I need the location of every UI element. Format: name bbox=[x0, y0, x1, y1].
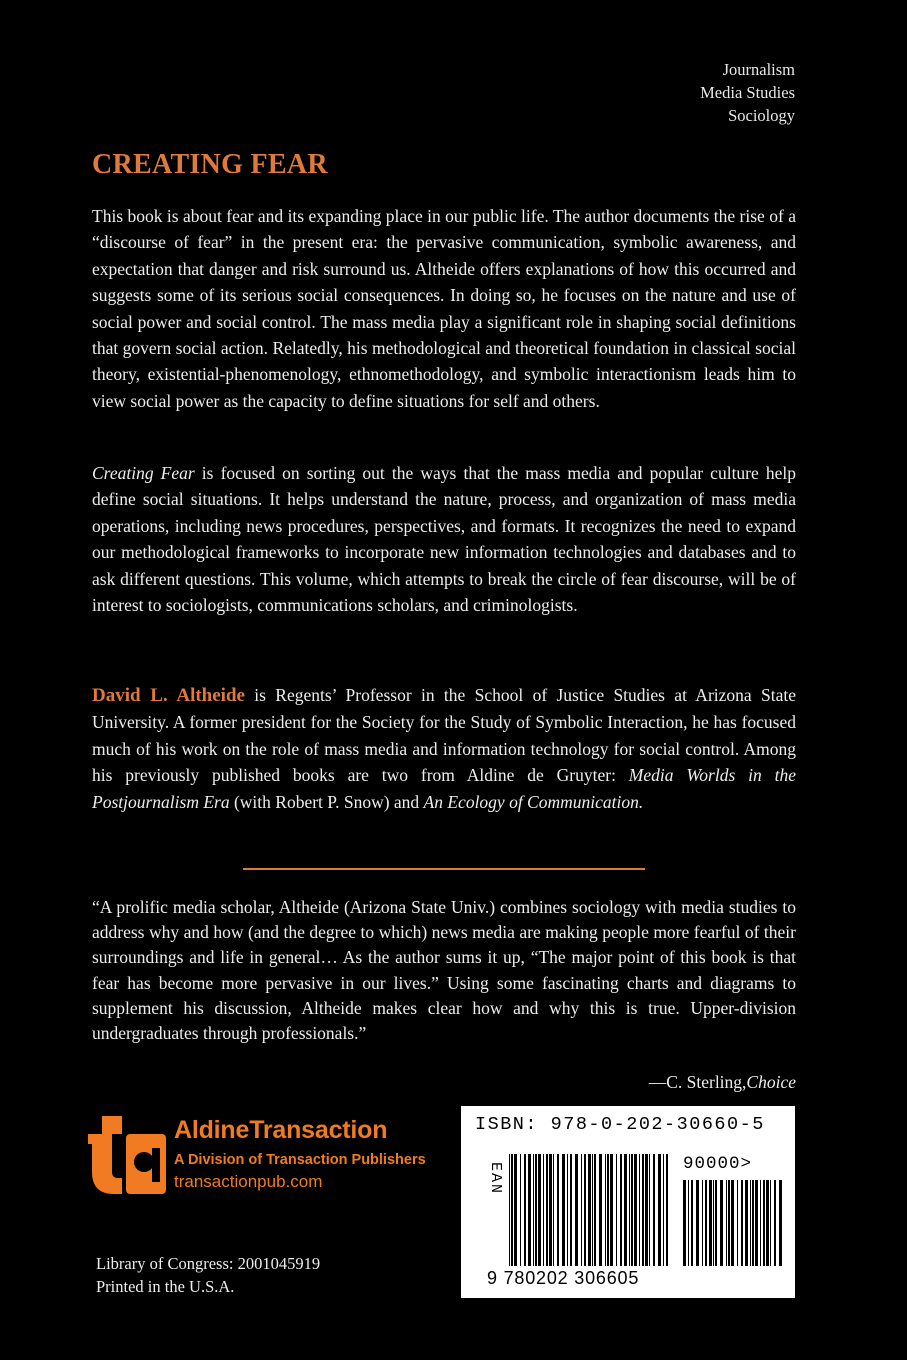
publisher-logo bbox=[88, 1110, 458, 1200]
author-bio-text-2: (with Robert P. Snow) and bbox=[229, 791, 424, 812]
barcode-bar bbox=[570, 1154, 572, 1266]
barcode-bar bbox=[557, 1154, 559, 1266]
barcode-bar bbox=[752, 1180, 754, 1266]
barcode-bar bbox=[535, 1154, 537, 1266]
barcode-bar bbox=[731, 1180, 734, 1266]
barcode-bar bbox=[702, 1180, 703, 1266]
barcode-bar bbox=[715, 1180, 717, 1266]
barcode-bar bbox=[663, 1154, 664, 1266]
barcode-bar bbox=[624, 1154, 627, 1266]
barcode-bar bbox=[688, 1180, 689, 1266]
review-attribution-author: —C. Sterling, bbox=[648, 1072, 747, 1092]
barcode-bar bbox=[726, 1180, 727, 1266]
barcode-bar bbox=[634, 1154, 637, 1266]
barcode-bar bbox=[741, 1180, 743, 1266]
barcode-bar bbox=[709, 1180, 712, 1266]
barcode-bar bbox=[543, 1154, 544, 1266]
barcode-bar bbox=[605, 1154, 606, 1266]
barcode-bar bbox=[658, 1154, 661, 1266]
barcode-bar bbox=[553, 1154, 554, 1266]
category-media-studies: Media Studies bbox=[700, 83, 795, 102]
barcode-bar bbox=[533, 1154, 534, 1266]
barcode-bar bbox=[549, 1154, 552, 1266]
barcode-bar bbox=[514, 1154, 517, 1266]
barcode-bar bbox=[642, 1154, 644, 1266]
ean-label: EAN bbox=[487, 1162, 504, 1196]
barcode-bar bbox=[546, 1154, 548, 1266]
publisher-url: transactionpub.com bbox=[174, 1172, 323, 1191]
author-book-1: Media Worlds in the Postjournalism Era bbox=[92, 765, 796, 812]
book-title: CREATING FEAR bbox=[92, 149, 328, 180]
barcode-bar bbox=[511, 1154, 513, 1266]
barcode-bar bbox=[728, 1180, 730, 1266]
review-quote: “A prolific media scholar, Altheide (Arizona State Univ.) combines sociology with media studies to address why and how (and the degree to which) news media are making people more fearful of their surroundings and life in general… As the author sums it up, “The major point of this book is that fear has become more pervasive in our lives.” Using some fascinating charts and diagrams to supplement his discussion, Altheide makes clear how and why this is true. Upper-division undergraduates through professionals.” bbox=[92, 897, 796, 1044]
barcode-bar bbox=[763, 1180, 765, 1266]
barcode-bar bbox=[588, 1154, 591, 1266]
barcode-bar bbox=[645, 1154, 648, 1266]
author-bio bbox=[92, 682, 796, 815]
barcode-bar bbox=[594, 1154, 596, 1266]
barcode-bar bbox=[683, 1180, 686, 1266]
barcode-bar bbox=[581, 1154, 582, 1266]
barcode-bar bbox=[696, 1180, 699, 1266]
barcode-bar bbox=[713, 1180, 714, 1266]
barcode-bar bbox=[766, 1180, 769, 1266]
barcode-bar bbox=[584, 1154, 586, 1266]
barcode-bar bbox=[528, 1154, 531, 1266]
category-sociology: Sociology bbox=[728, 106, 795, 125]
author-name: David L. Altheide bbox=[92, 685, 245, 706]
category-journalism: Journalism bbox=[722, 60, 795, 79]
subject-categories bbox=[700, 58, 795, 127]
description-paragraph-2 bbox=[92, 460, 796, 618]
barcode-bar bbox=[720, 1180, 723, 1266]
barcode-bar bbox=[538, 1154, 541, 1266]
barcode-bar bbox=[639, 1154, 640, 1266]
barcode-bar bbox=[607, 1154, 609, 1266]
isbn-text: ISBN: 978-0-202-30660-5 bbox=[475, 1114, 765, 1135]
description-paragraph-2-text: is focused on sorting out the ways that the mass media and popular culture help define social situations. It helps understand the nature, process, and organization of mass media operations, including news procedures, perspectives, and formats. It recognizes the need to expand our methodological frameworks to incorporate new information technologies and databases and to ask different questions. This volume, which attempts to break the circle of fear discourse, will be of interest to sociologists, communications scholars, and criminologists. bbox=[92, 463, 797, 616]
barcode-bar bbox=[750, 1180, 751, 1266]
barcode-bar bbox=[755, 1180, 758, 1266]
library-info bbox=[96, 1252, 320, 1298]
review-attribution-source: Choice bbox=[746, 1072, 796, 1092]
barcode-bar bbox=[629, 1154, 630, 1266]
printed-in: Printed in the U.S.A. bbox=[96, 1277, 235, 1296]
barcode-bar bbox=[620, 1154, 622, 1266]
barcode-bar bbox=[666, 1154, 668, 1266]
description-paragraph-1: This book is about fear and its expanding place in our public life. The author documents the rise of a “discourse of fear” in the present era: the pervasive communication, symbolic awareness, and expectation that danger and risk surround us. Altheide offers explanations of how this occurred and suggests some of its serious social consequences. In doing so, he focuses on the nature and use of social power and social control. The mass media play a significant role in shaping social definitions that govern social action. Relatedly, his methodological and theoretical foundation in classical social theory, existential-phenomenology, ethnomethodology, and symbolic interactionism leads him to view social power as the capacity to define situations for self and others. bbox=[92, 206, 796, 411]
barcode-box bbox=[461, 1106, 795, 1298]
author-bio-text-1: is Regents’ Professor in the School of Justice Studies at Arizona State University. A former president for the Society for the Study of Symbolic Interaction, he has focused much of his work on the role of mass media and information technology for social control. Among his previously published books are two from Aldine de Gruyter: bbox=[92, 685, 796, 786]
barcode-bar bbox=[691, 1180, 693, 1266]
author-book-2: An Ecology of Communication. bbox=[423, 791, 644, 812]
barcode-bar bbox=[653, 1154, 655, 1266]
library-of-congress: Library of Congress: 2001045919 bbox=[96, 1254, 321, 1273]
barcode-bar bbox=[616, 1154, 617, 1266]
barcode-bar bbox=[520, 1154, 521, 1266]
barcode-bar bbox=[774, 1180, 776, 1266]
book-title-inline: Creating Fear bbox=[92, 463, 195, 483]
barcode-bar bbox=[649, 1154, 650, 1266]
review-attribution bbox=[649, 1072, 796, 1093]
barcode-digits: 9 780202 306605 bbox=[487, 1268, 640, 1288]
publisher-name: AldineTransaction bbox=[174, 1116, 388, 1144]
barcode-bar bbox=[524, 1154, 526, 1266]
publisher-tagline: A Division of Transaction Publishers bbox=[174, 1152, 426, 1168]
barcode-bar bbox=[631, 1154, 633, 1266]
barcode-bar bbox=[705, 1180, 707, 1266]
barcode-bar bbox=[745, 1180, 748, 1266]
barcode-bar bbox=[592, 1154, 593, 1266]
barcode-bar bbox=[567, 1154, 568, 1266]
barcode-bar bbox=[760, 1180, 761, 1266]
section-divider bbox=[243, 868, 645, 870]
barcode-bar bbox=[610, 1154, 613, 1266]
barcode-bar bbox=[599, 1154, 602, 1266]
barcode-bar bbox=[575, 1154, 578, 1266]
barcode-bar bbox=[770, 1180, 771, 1266]
publisher-logo-mark-icon bbox=[88, 1114, 168, 1196]
price-code: 90000> bbox=[683, 1154, 753, 1174]
barcode-bar bbox=[562, 1154, 565, 1266]
barcode-bar bbox=[509, 1154, 510, 1266]
barcode-bar bbox=[779, 1180, 782, 1266]
barcode-bar bbox=[737, 1180, 738, 1266]
